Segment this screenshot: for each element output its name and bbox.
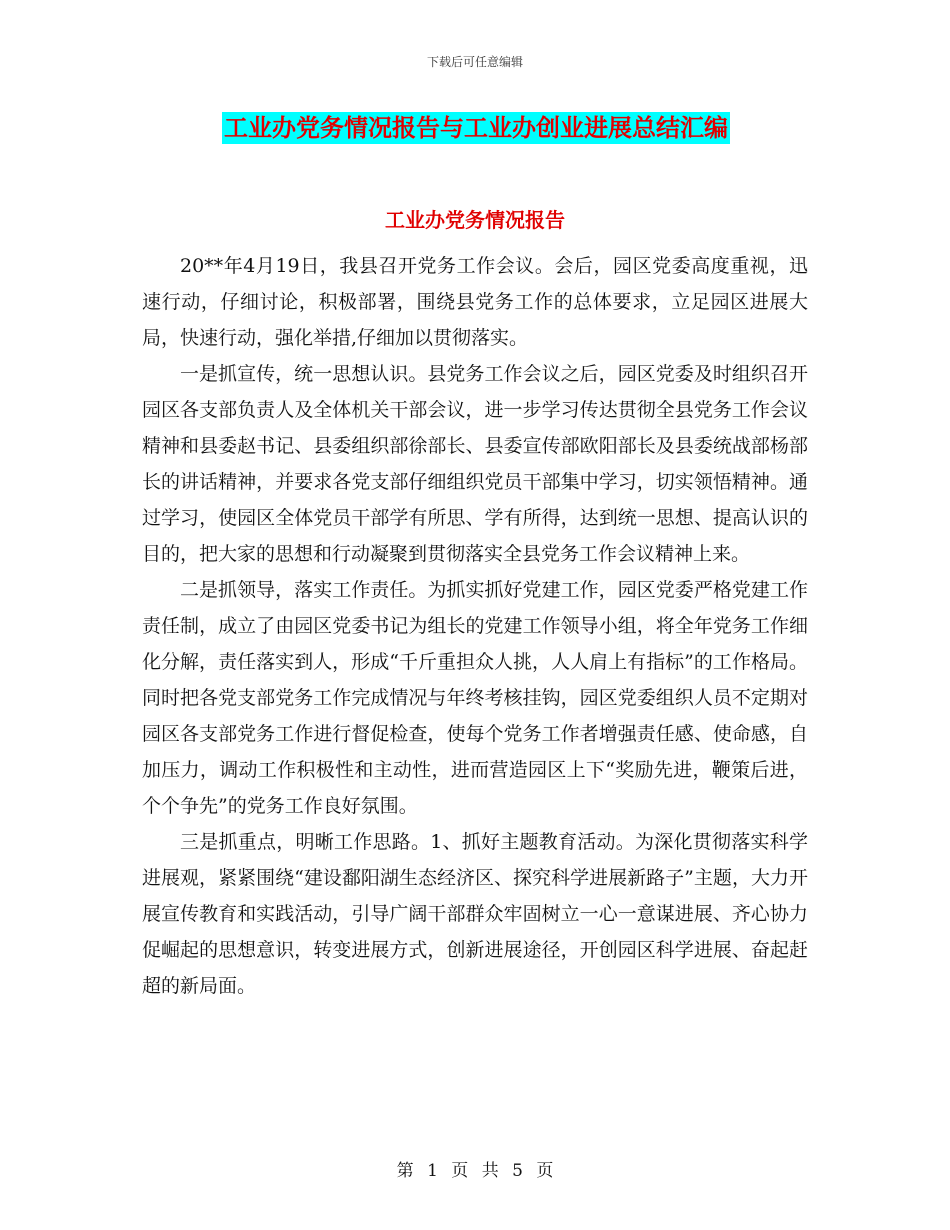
footer-suffix: 页 [536, 1161, 554, 1181]
document-title: 工业办党务情况报告与工业办创业进展总结汇编 [224, 114, 728, 142]
paragraph: 二是抓领导，落实工作责任。为抓实抓好党建工作，园区党委严格党建工作责任制，成立了由园区党委书记为组长的党建工作领导小组，将全年党务工作细化分解，责任落实到人，形成“千斤重担众人挑，人人肩上有指标”的工作格局。同时把各党支部党务工作完成情况与年终考核挂钩，园区党委组织人员不定期对园区各支部党务工作进行督促检查，使每个党务工作者增强责任感、使命感，自加压力，调动工作积极性和主动性，进而营造园区上下“奖励先进，鞭策后进，个个争先”的党务工作良好氛围。 [142, 579, 808, 817]
page-total: 5 [512, 1161, 523, 1181]
paragraph: 三是抓重点，明晰工作思路。1、抓好主题教育活动。为深化贯彻落实科学进展观，紧紧围绕“建设鄱阳湖生态经济区、探究科学进展新路子”主题，大力开展宣传教育和实践活动，引导广阔干部群众牢固树立一心一意谋进展、齐心协力促崛起的思想意识，转变进展方式，创新进展途径，开创园区科学进展、奋起赶超的新局面。 [142, 831, 808, 997]
page-footer [0, 1156, 950, 1181]
footer-prefix: 第 [396, 1161, 414, 1181]
footer-middle: 页 [451, 1161, 469, 1181]
paragraph: 20**年4月19日，我县召开党务工作会议。会后，园区党委高度重视，迅速行动，仔细讨论，积极部署，围绕县党务工作的总体要求，立足园区进展大局，快速行动，强化举措,仔细加以贯彻落实。 [142, 255, 808, 349]
body-text [142, 248, 808, 1004]
section-title: 工业办党务情况报告 [385, 208, 565, 232]
footer-total-prefix: 共 [481, 1161, 499, 1181]
page-number: 1 [427, 1161, 438, 1181]
paragraph: 一是抓宣传，统一思想认识。县党务工作会议之后，园区党委及时组织召开园区各支部负责人及全体机关干部会议，进一步学习传达贯彻全县党务工作会议精神和县委赵书记、县委组织部徐部长、县委宣传部欧阳部长及县委统战部杨部长的讲话精神，并要求各党支部仔细组织党员干部集中学习，切实领悟精神。通过学习，使园区全体党员干部学有所思、学有所得，达到统一思想、提高认识的目的，把大家的思想和行动凝聚到贯彻落实全县党务工作会议精神上来。 [142, 363, 808, 565]
header-note: 下载后可任意编辑 [426, 55, 523, 69]
